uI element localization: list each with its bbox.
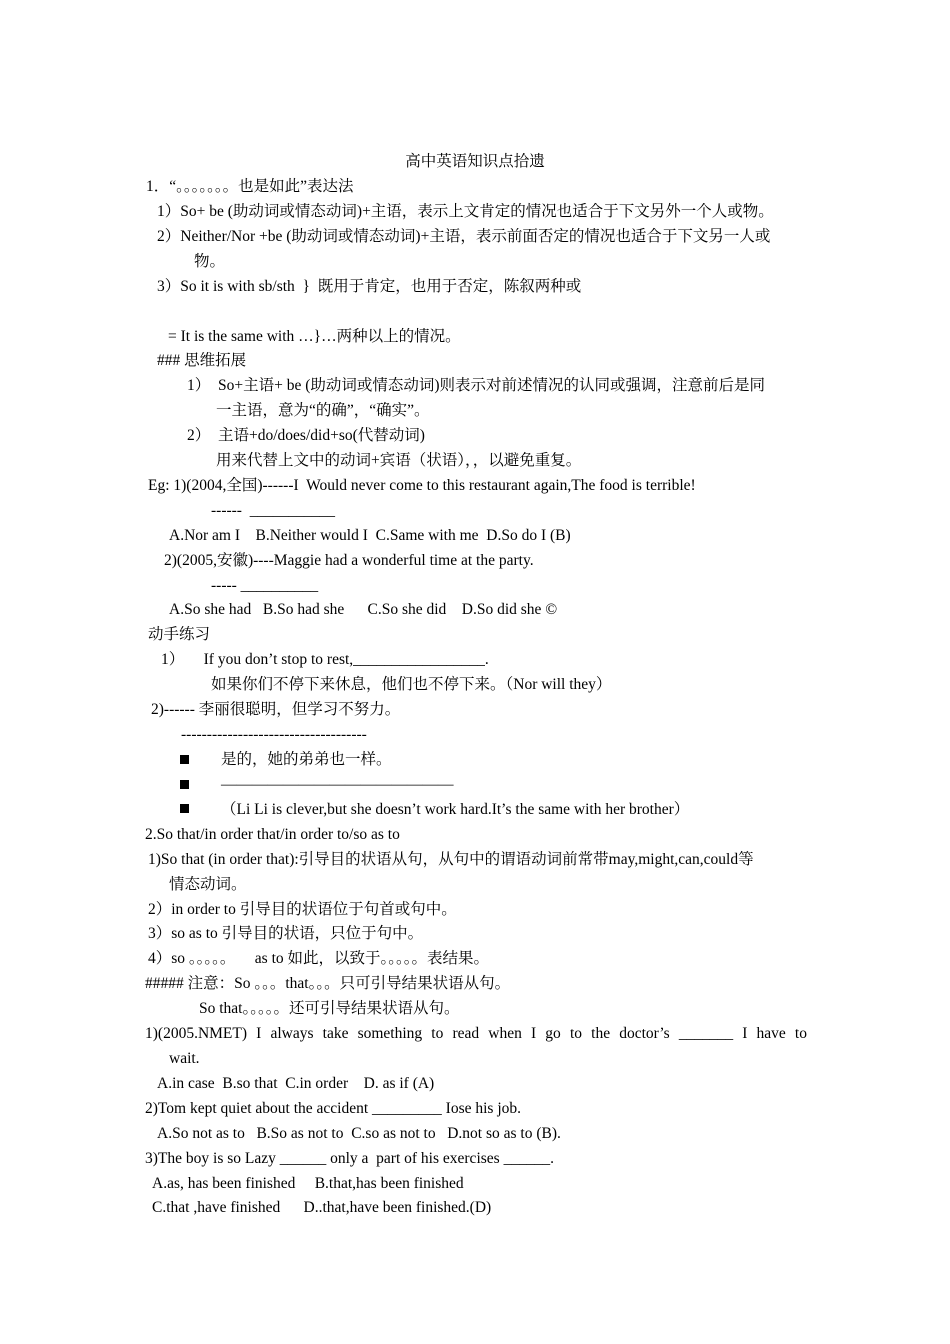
example-1-options: A.Nor am I B.Neither would I C.Same with me D.So do I (B): [169, 527, 571, 544]
extension-heading: ### 思维拓展: [157, 352, 247, 369]
question-2-options: A.So not as to B.So as not to C.so as not to D.not so as to (B).: [157, 1125, 561, 1142]
practice-1-translation: 如果你们不停下来休息，他们也不停下来。（Nor will they）: [211, 676, 612, 693]
example-2-options: A.So she had B.So had she C.So she did D.So did she ©: [169, 601, 558, 618]
question-1-options: A.in case B.so that C.in order D. as if (A): [157, 1075, 435, 1092]
section-2-point-2: 2）in order to 引导目的状语位于句首或句中。: [148, 901, 457, 918]
section-1-point-2: 2）Neither/Nor +be (助动词或情态动词)+主语，表示前面否定的情况也适合于下文另一人或: [157, 228, 771, 245]
square-bullet-icon: [180, 780, 189, 789]
question-1: 1)(2005.NMET) I always take something to read when I go to the doctor’s _______ I have to: [145, 1025, 807, 1042]
section-1-point-3: 3）So it is with sb/sth } 既用于肯定，也用于否定，陈叙两种或: [157, 278, 582, 295]
example-1-blank: ------ ___________: [211, 502, 335, 519]
practice-1-question: 1） If you don’t stop to rest,_________________.: [161, 651, 489, 668]
question-2: 2)Tom kept quiet about the accident _________ Iose his job.: [145, 1100, 522, 1117]
practice-2-question: 2)------ 李丽很聪明，但学习不努力。: [151, 701, 401, 718]
extension-point-1-cont: 一主语，意为“的确”，“确实”。: [216, 402, 430, 419]
question-3: 3)The boy is so Lazy ______ only a part of his exercises ______.: [145, 1150, 554, 1167]
extension-point-2-cont: 用来代替上文中的动词+宾语（状语），，以避免重复。: [216, 452, 582, 469]
question-3-options-1: A.as, has been finished B.that,has been finished: [152, 1175, 464, 1192]
section-1-point-2-cont: 物。: [194, 253, 226, 270]
practice-heading: 动手练习: [148, 626, 211, 643]
extension-point-2: 2） 主语+do/does/did+so(代替动词): [187, 427, 425, 444]
section-2-point-1: 1)So that (in order that):引导目的状语从句，从句中的谓语动词前常带may,might,can,could等: [148, 851, 754, 868]
bullet-item-1: 是的，她的弟弟也一样。: [221, 751, 392, 768]
section-1-point-1: 1）So+ be (助动词或情态动词)+主语，表示上文肯定的情况也适合于下文另外一个人或物。: [157, 203, 774, 220]
example-1-question: Eg: 1)(2004,全国)------I Would never come to this restaurant again,The food is terrible!: [148, 477, 696, 494]
practice-2-dash-line: ------------------------------------: [181, 726, 367, 743]
bullet-item-2: ———————————————: [221, 776, 454, 793]
section-2-point-3: 3）so as to 引导目的状语，只位于句中。: [148, 925, 424, 942]
question-1-cont: wait.: [169, 1050, 200, 1067]
page-title: 高中英语知识点拾遗: [405, 153, 545, 170]
note-line-1: ##### 注意：So 。。。that。。。只可引导结果状语从句。: [145, 975, 511, 992]
extension-point-1: 1） So+主语+ be (助动词或情态动词)则表示对前述情况的认同或强调，注意前后是同: [187, 377, 766, 394]
section-2-point-4: 4）so 。。。。。 as to 如此，以致于。。。。。表结果。: [148, 950, 490, 967]
note-line-2: So that。。。。。还可引导结果状语从句。: [199, 1000, 460, 1017]
section-1-point-3-cont: = It is the same with …}…两种以上的情况。: [168, 328, 461, 345]
square-bullet-icon: [180, 755, 189, 764]
section-1-heading: 1．“。。。。。。。也是如此”表达法: [146, 178, 354, 195]
example-2-question: 2)(2005,安徽)----Maggie had a wonderful time at the party.: [164, 552, 534, 569]
question-3-options-2: C.that ,have finished D..that,have been finished.(D): [152, 1199, 492, 1216]
section-2-point-1-cont: 情态动词。: [169, 876, 247, 893]
bullet-item-3: （Li Li is clever,but she doesn’t work hard.It’s the same with her brother）: [221, 801, 690, 818]
example-2-blank: ----- __________: [211, 577, 319, 594]
section-2-heading: 2.So that/in order that/in order to/so as to: [145, 826, 400, 843]
square-bullet-icon: [180, 804, 189, 813]
